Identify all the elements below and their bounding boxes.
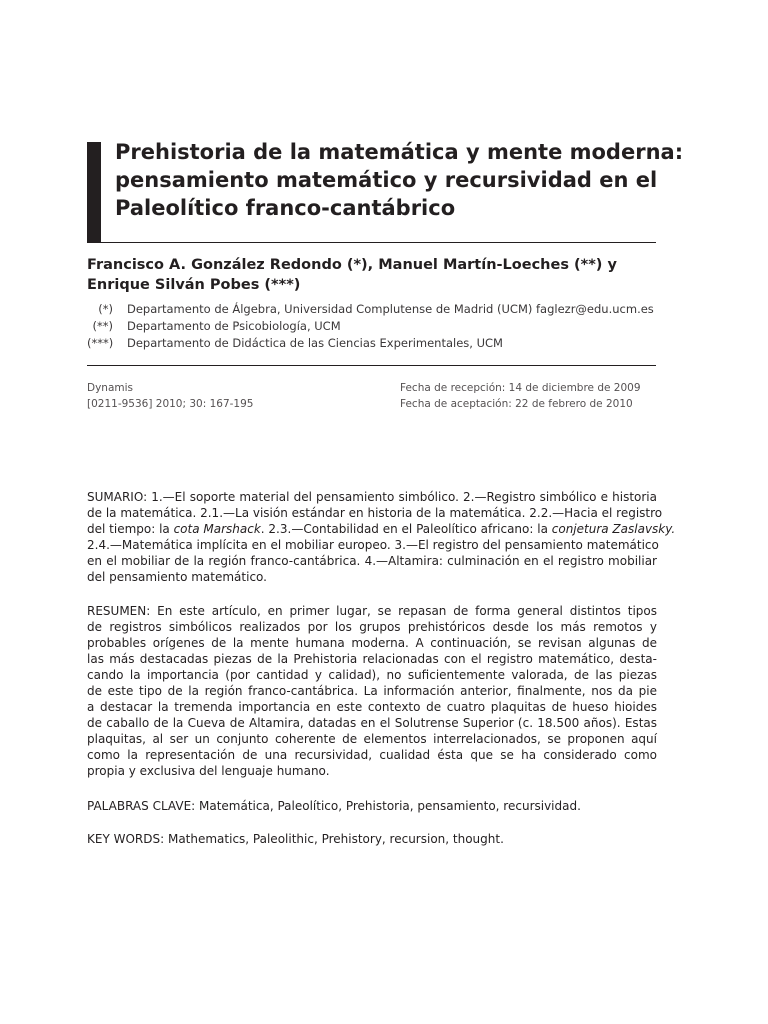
abstract-line: plaquitas, al ser un conjunto coherente de elementos interrelacionados, se proponen aquí bbox=[87, 732, 657, 746]
summary-text: del tiempo: la bbox=[87, 522, 174, 536]
abstract-line: de registros simbólicos realizados por los grupos prehistóricos desde los más remotos y bbox=[87, 620, 657, 634]
title-line: pensamiento matemático y recursividad en el bbox=[115, 168, 658, 192]
affiliation-mark: (**) bbox=[92, 319, 113, 333]
author-line: Enrique Silván Pobes (***) bbox=[87, 277, 301, 293]
summary-section bbox=[87, 489, 676, 585]
author-line: Francisco A. González Redondo (*), Manuel Martín-Loeches (**) y bbox=[87, 257, 617, 273]
affiliation-text: Departamento de Psicobiología, UCM bbox=[127, 319, 341, 333]
abstract-line: como la representación de una recursividad, cualidad ésta que se ha considerado como bbox=[87, 748, 657, 762]
summary-line bbox=[87, 521, 676, 537]
affiliation-item bbox=[87, 336, 687, 353]
abstract-line: RESUMEN: En este artículo, en primer lugar, se repasan de forma general distintos tipos bbox=[87, 604, 657, 618]
abstract-line: probables orígenes de la mente humana moderna. A continuación, se revisan algunas de bbox=[87, 636, 657, 650]
summary-emphasis: conjetura Zaslavsky. bbox=[551, 522, 676, 536]
summary-line: en el mobiliar de la región franco-cantábrica. 4.—Altamira: culminación en el registro mobiliar bbox=[87, 554, 657, 568]
title-accent-bar bbox=[87, 142, 101, 243]
keywords-text: PALABRAS CLAVE: Matemática, Paleolítico, Prehistoria, pensamiento, recursividad. bbox=[87, 799, 581, 813]
affiliation-mark: (*) bbox=[98, 302, 113, 316]
affiliation-text: Departamento de Álgebra, Universidad Complutense de Madrid (UCM) faglezr@edu.ucm.es bbox=[127, 302, 654, 316]
received-date: Fecha de recepción: 14 de diciembre de 2009 bbox=[400, 382, 641, 394]
summary-line: 2.4.—Matemática implícita en el mobiliar europeo. 3.—El registro del pensamiento matemático bbox=[87, 538, 659, 552]
abstract-line: cando la importancia (por cantidad y calidad), no suficientemente valorada, de las piezas bbox=[87, 668, 657, 682]
keywords-text: KEY WORDS: Mathematics, Paleolithic, Prehistory, recursion, thought. bbox=[87, 832, 504, 846]
title-divider bbox=[101, 242, 656, 243]
affiliation-text: Departamento de Didáctica de las Ciencias Experimentales, UCM bbox=[127, 336, 503, 350]
abstract-line: de caballo de la Cueva de Altamira, datadas en el Solutrense Superior (c. 18.500 años). Estas bbox=[87, 716, 657, 730]
abstract-line: a destacar la tremenda importancia en este contexto de cuatro plaquitas de hueso hioides bbox=[87, 700, 657, 714]
article-title bbox=[115, 138, 684, 222]
english-keywords bbox=[87, 831, 657, 847]
affiliation-item bbox=[87, 302, 687, 319]
title-line: Prehistoria de la matemática y mente moderna: bbox=[115, 140, 684, 164]
publication-info bbox=[87, 380, 253, 412]
summary-line: de la matemática. 2.1.—La visión estándar en historia de la matemática. 2.2.—Hacia el registro bbox=[87, 506, 663, 520]
abstract-line: de este tipo de la región franco-cantábrica. La información anterior, finalmente, nos da pie bbox=[87, 684, 657, 698]
spanish-keywords bbox=[87, 798, 657, 814]
accepted-date: Fecha de aceptación: 22 de febrero de 2010 bbox=[400, 398, 633, 410]
journal-citation: [0211-9536] 2010; 30: 167-195 bbox=[87, 398, 254, 410]
summary-emphasis: cota Marshack bbox=[173, 522, 261, 536]
summary-line: SUMARIO: 1.—El soporte material del pensamiento simbólico. 2.—Registro simbólico e historia bbox=[87, 490, 657, 504]
title-line: Paleolítico franco-cantábrico bbox=[115, 196, 456, 220]
journal-name: Dynamis bbox=[87, 382, 134, 394]
abstract-line: propia y exclusiva del lenguaje humano. bbox=[87, 764, 330, 778]
affiliation-mark: (***) bbox=[87, 336, 114, 350]
affiliation-list bbox=[87, 302, 687, 353]
abstract-line: las más destacadas piezas de la Prehistoria relacionadas con el registro matemático, desta- bbox=[87, 652, 657, 666]
summary-line: del pensamiento matemático. bbox=[87, 570, 267, 584]
submission-dates bbox=[400, 380, 641, 412]
affiliation-item bbox=[87, 319, 687, 336]
abstract-section bbox=[87, 603, 657, 779]
affiliation-divider bbox=[87, 365, 656, 366]
author-list bbox=[87, 255, 687, 295]
summary-text: . 2.3.—Contabilidad en el Paleolítico africano: la bbox=[260, 522, 552, 536]
